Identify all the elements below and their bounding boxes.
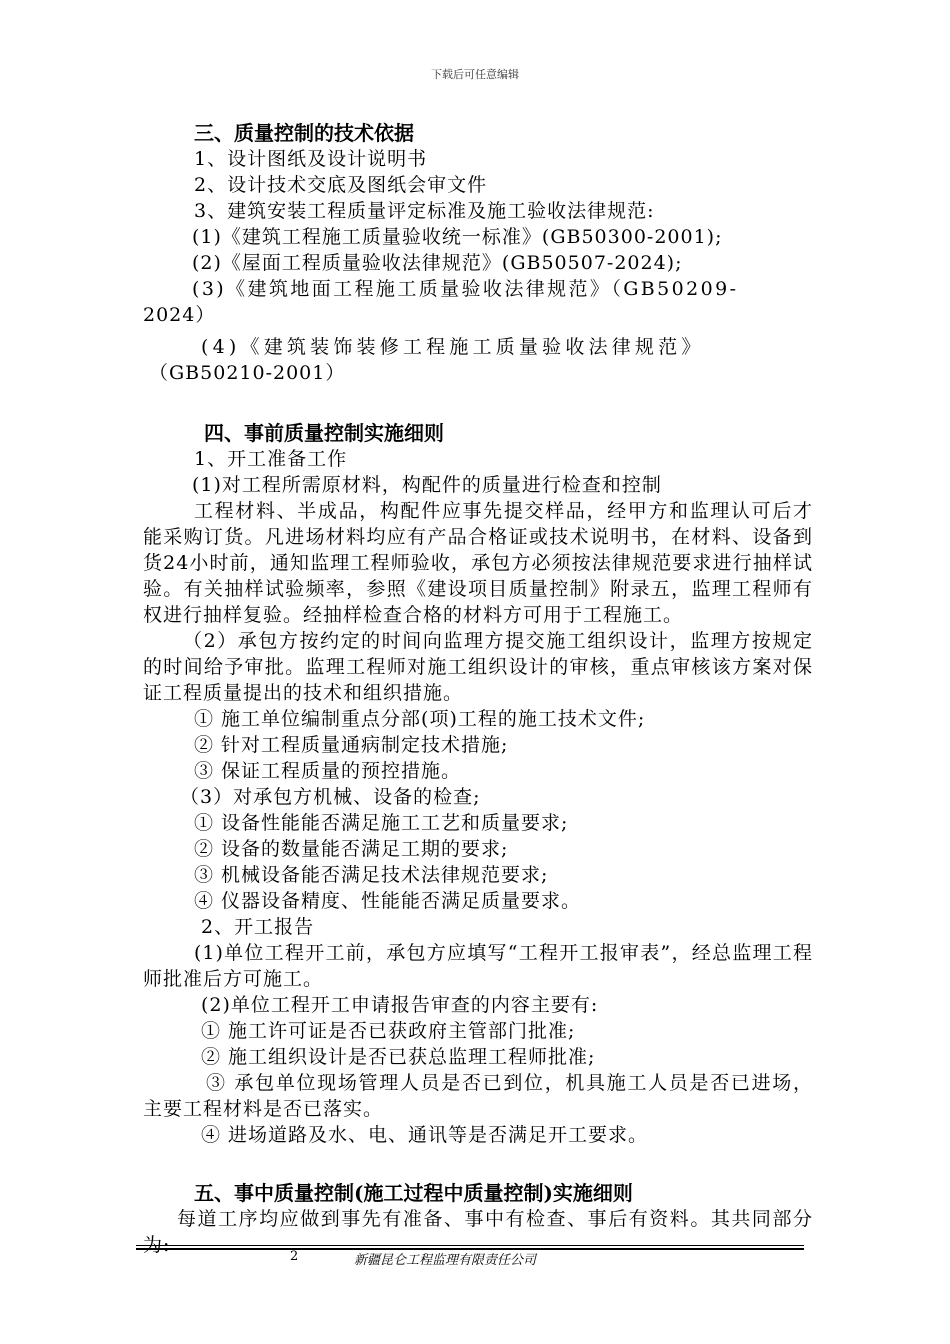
page-footer	[136, 1249, 804, 1269]
page-number: 2	[290, 1249, 299, 1264]
paragraph: 工程材料、半成品，构配件应事先提交样品，经甲方和监理认可后才能采购订货。凡进场材料均应有产品合格证或技术说明书，在材料、设备到货24小时前，通知监理工程师验收，承包方必须按法律规范要求进行抽样试验。有关抽样试验频率，参照《建设项目质量控制》附录五，监理工程师有权进行抽样复验。经抽样检查合格的材料方可用于工程施工。	[143, 500, 813, 626]
text-line: 1、开工准备工作	[194, 448, 348, 470]
section-heading-3: 三、质量控制的技术依据	[194, 121, 414, 145]
list-item: ③ 机械设备能否满足技术法律规范要求;	[194, 864, 549, 886]
document-body	[143, 120, 813, 1258]
text-line: (3)《建筑地面工程施工质量验收法律规范》（GB50209-	[192, 278, 739, 300]
list-item: ③ 保证工程质量的预控措施。	[194, 760, 462, 782]
paragraph: ③ 承包单位现场管理人员是否已到位，机具施工人员是否已进场，主要工程材料是否已落实。	[143, 1072, 813, 1120]
header-note: 下载后可任意编辑	[431, 68, 519, 81]
footer-rule-thin	[136, 1245, 804, 1246]
text-line: (4)《建筑装饰装修工程施工质量验收法律规范》	[201, 336, 705, 358]
text-line: （GB50210-2001）	[149, 362, 346, 384]
list-item: ① 设备性能能否满足施工工艺和质量要求;	[194, 812, 569, 834]
text-line: 2024）	[143, 304, 216, 326]
paragraph: (1)单位工程开工前，承包方应填写“工程开工报审表”，经总监理工程师批准后方可施工。	[143, 942, 813, 990]
company-name: 新疆昆仑工程监理有限责任公司	[354, 1253, 537, 1268]
text-line: (1)《建筑工程施工质量验收统一标准》(GB50300-2001);	[192, 226, 723, 248]
list-item: ④ 进场道路及水、电、通讯等是否满足开工要求。	[201, 1124, 649, 1146]
text-line: 2、开工报告	[201, 916, 315, 938]
text-line: 3、建筑安装工程质量评定标准及施工验收法律规范:	[194, 200, 655, 222]
text-line: (2)《屋面工程质量验收法律规范》(GB50507-2024);	[192, 252, 683, 274]
list-item: ④ 仪器设备精度、性能能否满足质量要求。	[194, 890, 582, 912]
list-item: ② 设备的数量能否满足工期的要求;	[194, 838, 509, 860]
paragraph: 每道工序均应做到事先有准备、事中有检查、事后有资料。其共同部分为:	[143, 1208, 813, 1256]
text-line: 2、设计技术交底及图纸会审文件	[194, 174, 488, 196]
list-item: ① 施工单位编制重点分部(项)工程的施工技术文件;	[194, 708, 646, 730]
list-item: ② 施工组织设计是否已获总监理工程师批准;	[201, 1046, 596, 1068]
section-heading-4: 四、事前质量控制实施细则	[204, 421, 444, 445]
list-item: ② 针对工程质量通病制定技术措施;	[194, 734, 509, 756]
list-item: （3）对承包方机械、设备的检查;	[180, 786, 481, 808]
list-item: ① 施工许可证是否已获政府主管部门批准;	[201, 1020, 576, 1042]
text-line: 1、设计图纸及设计说明书	[194, 148, 428, 170]
paragraph: （2）承包方按约定的时间向监理方提交施工组织设计，监理方按规定的时间给予审批。监理工程师对施工组织设计的审核，重点审核该方案对保证工程质量提出的技术和组织措施。	[143, 630, 813, 704]
section-heading-5: 五、事中质量控制(施工过程中质量控制)实施细则	[194, 1181, 633, 1205]
text-line: (2)单位工程开工申请报告审查的内容主要有:	[201, 994, 599, 1016]
text-line: (1)对工程所需原材料，构配件的质量进行检查和控制	[192, 474, 662, 496]
